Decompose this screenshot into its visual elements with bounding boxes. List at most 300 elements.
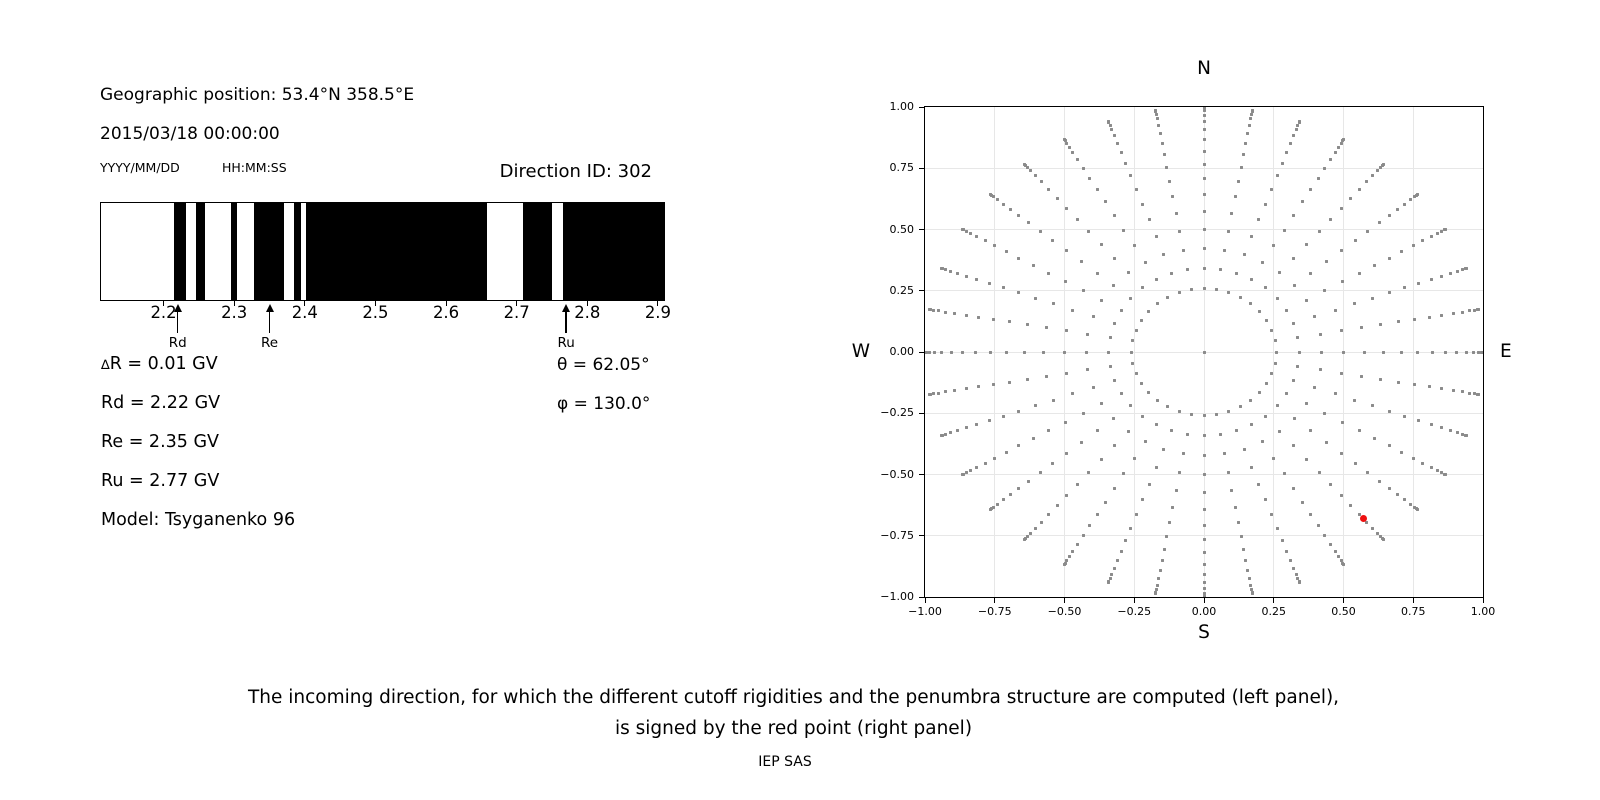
direction-dot	[1275, 351, 1278, 354]
geo-position-label: Geographic position: 53.4°N 358.5°E	[100, 85, 415, 105]
direction-dot	[1068, 146, 1071, 149]
direction-y-tick-label: 0.25	[889, 283, 914, 297]
direction-dot	[1378, 480, 1381, 483]
direction-dot	[1017, 291, 1020, 294]
direction-dot	[1360, 375, 1363, 378]
direction-dot	[1249, 399, 1252, 402]
selected-direction-point	[1360, 515, 1367, 522]
direction-dot	[1144, 440, 1147, 443]
direction-dot	[969, 469, 972, 472]
direction-dot	[1305, 458, 1308, 461]
direction-dot	[1251, 592, 1254, 595]
direction-dot	[1400, 250, 1403, 253]
direction-y-tick	[919, 352, 925, 353]
direction-dot	[1171, 195, 1174, 198]
direction-dot	[1264, 203, 1267, 206]
direction-y-tick	[919, 290, 925, 291]
direction-dot	[1276, 174, 1279, 177]
direction-dot	[1034, 404, 1037, 407]
direction-dot	[1239, 405, 1242, 408]
direction-dot	[1289, 142, 1292, 145]
direction-dot	[1276, 527, 1279, 530]
direction-dot	[1360, 326, 1363, 329]
direction-dot	[1382, 163, 1385, 166]
direction-dot	[1047, 429, 1050, 432]
direction-y-tick-label: −0.75	[880, 528, 914, 542]
direction-dot	[1292, 567, 1295, 570]
direction-dot	[1340, 372, 1343, 375]
direction-dot	[1161, 559, 1164, 562]
direction-dot	[1005, 250, 1008, 253]
direction-dot	[1239, 296, 1242, 299]
penumbra-allowed-band	[196, 203, 204, 300]
direction-dot	[1109, 336, 1112, 339]
direction-dot	[1223, 249, 1226, 252]
direction-y-tick	[919, 107, 925, 108]
direction-dot	[1009, 493, 1012, 496]
direction-dot	[1223, 452, 1226, 455]
direction-dot	[940, 434, 943, 437]
direction-dot	[1088, 177, 1091, 180]
direction-dot	[1323, 289, 1326, 292]
direction-dot	[1008, 381, 1011, 384]
direction-dot	[1296, 336, 1299, 339]
penumbra-x-tick-label: 2.3	[221, 303, 248, 322]
direction-y-tick	[919, 413, 925, 414]
direction-dot	[1120, 550, 1123, 553]
direction-dot	[1264, 498, 1267, 501]
direction-dot	[1265, 382, 1268, 385]
direction-x-tick	[1134, 598, 1135, 603]
grid-line-horizontal	[925, 168, 1483, 169]
direction-dot	[1444, 228, 1447, 231]
direction-dot	[1456, 431, 1459, 434]
direction-dot	[1317, 524, 1320, 527]
direction-dot	[1371, 404, 1374, 407]
direction-dot	[1175, 212, 1178, 215]
datetime-label: 2015/03/18 00:00:00	[100, 124, 280, 144]
direction-dot	[1109, 124, 1112, 127]
direction-dot	[1056, 504, 1059, 507]
cutoff-marker-arrow-stem	[177, 311, 179, 333]
direction-dot	[1449, 272, 1452, 275]
direction-dot	[1342, 138, 1345, 141]
direction-dot	[1203, 267, 1206, 270]
direction-dot	[1472, 351, 1475, 354]
direction-dot	[1388, 257, 1391, 260]
penumbra-plot	[100, 202, 665, 301]
direction-dot	[1430, 278, 1433, 281]
direction-dot	[1235, 429, 1238, 432]
compass-east-label: E	[1500, 341, 1512, 362]
direction-dot	[1002, 498, 1005, 501]
direction-dot	[1032, 264, 1035, 267]
direction-dot	[1113, 379, 1116, 382]
direction-dot	[1261, 261, 1264, 264]
direction-dot	[1040, 521, 1043, 524]
direction-dot	[1376, 169, 1379, 172]
direction-dot	[1468, 392, 1471, 395]
direction-dot	[1026, 323, 1029, 326]
direction-dot	[1461, 311, 1464, 314]
direction-dot	[965, 426, 968, 429]
direction-dot	[1417, 419, 1420, 422]
caption-line-2: is signed by the red point (right panel)	[614, 718, 973, 739]
direction-dot	[1148, 483, 1151, 486]
direction-dot	[1064, 421, 1067, 424]
direction-dot	[1186, 433, 1189, 436]
direction-dot	[1388, 444, 1391, 447]
direction-dot	[1130, 351, 1133, 354]
direction-dot	[1182, 249, 1185, 252]
direction-dot	[1319, 333, 1322, 336]
direction-dot	[1298, 351, 1301, 354]
direction-dot	[1155, 235, 1158, 238]
direction-y-tick-label: 0.00	[889, 345, 914, 358]
direction-dot	[1283, 229, 1286, 232]
direction-dot	[1026, 378, 1029, 381]
direction-dot	[1240, 166, 1243, 169]
direction-dot	[1076, 543, 1079, 546]
direction-x-tick-label: −0.25	[1117, 605, 1152, 618]
penumbra-x-tick-label: 2.9	[644, 303, 672, 322]
direction-x-tick	[925, 598, 926, 603]
direction-dot	[1113, 214, 1116, 217]
direction-y-tick	[919, 168, 925, 169]
direction-dot	[1112, 284, 1115, 287]
direction-dot	[1320, 351, 1323, 354]
direction-dot	[1005, 451, 1008, 454]
penumbra-allowed-band	[174, 203, 186, 300]
direction-dot	[1203, 434, 1206, 437]
direction-dot	[1096, 513, 1099, 516]
direction-dot	[1295, 573, 1298, 576]
direction-dot	[1230, 212, 1233, 215]
direction-dot	[1127, 430, 1130, 433]
direction-dot	[1317, 177, 1320, 180]
direction-dot	[996, 198, 999, 201]
cutoff-marker-arrow-stem	[565, 311, 567, 333]
direction-dot	[1329, 158, 1332, 161]
direction-dot	[1082, 167, 1085, 170]
direction-dot	[1249, 584, 1252, 587]
direction-dot	[1440, 275, 1443, 278]
direction-dot	[1086, 333, 1089, 336]
direction-dot	[1323, 412, 1326, 415]
direction-dot	[924, 351, 927, 354]
direction-dot	[1203, 524, 1206, 527]
direction-dot	[1403, 498, 1406, 501]
direction-dot	[1403, 415, 1406, 418]
direction-dot	[1329, 543, 1332, 546]
direction-dot	[1301, 200, 1304, 203]
direction-dot	[1246, 569, 1249, 572]
direction-y-tick	[919, 474, 925, 475]
direction-dot	[1305, 299, 1308, 302]
direction-dot	[992, 383, 995, 386]
direction-dot	[1353, 302, 1356, 305]
direction-dot	[933, 351, 936, 354]
direction-dot	[1203, 454, 1206, 457]
direction-dot	[1413, 383, 1416, 386]
direction-dot	[1242, 548, 1245, 551]
direction-dot	[1165, 166, 1168, 169]
direction-dot	[1156, 399, 1159, 402]
penumbra-allowed-band	[231, 203, 237, 300]
direction-dot	[1113, 567, 1116, 570]
direction-dot	[1329, 218, 1332, 221]
direction-dot	[1292, 134, 1295, 137]
direction-dot	[1250, 466, 1253, 469]
direction-dot	[1203, 228, 1206, 231]
direction-dot	[1237, 521, 1240, 524]
direction-dot	[1034, 527, 1037, 530]
direction-dot	[1203, 473, 1206, 476]
grid-line-vertical	[1413, 107, 1414, 597]
direction-dot	[956, 272, 959, 275]
direction-dot	[1309, 513, 1312, 516]
direction-dot	[1065, 372, 1068, 375]
direction-dot	[1440, 426, 1443, 429]
direction-dot	[1379, 323, 1382, 326]
direction-dot	[1358, 429, 1361, 432]
direction-dot	[1436, 469, 1439, 472]
direction-dot	[1156, 117, 1159, 120]
direction-dot	[1334, 392, 1337, 395]
direction-dot	[1113, 134, 1116, 137]
direction-dot	[1452, 389, 1455, 392]
direction-dot	[1242, 153, 1245, 156]
direction-dot	[1107, 581, 1110, 584]
direction-dot	[1096, 272, 1099, 275]
direction-dot	[1155, 278, 1158, 281]
direction-dot-center	[1203, 351, 1206, 354]
time-format-label: HH:MM:SS	[222, 160, 287, 175]
direction-dot	[1071, 309, 1074, 312]
direction-dot	[1249, 117, 1252, 120]
direction-dot	[965, 314, 968, 317]
direction-dot	[1285, 550, 1288, 553]
grid-line-horizontal	[925, 290, 1483, 291]
direction-dot	[953, 389, 956, 392]
direction-dot	[1440, 387, 1443, 390]
direction-dot	[1002, 415, 1005, 418]
direction-dot	[1309, 272, 1312, 275]
direction-dot	[1203, 508, 1206, 511]
direction-dot	[1272, 244, 1275, 247]
direction-dot	[1325, 441, 1328, 444]
direction-dot	[1379, 378, 1382, 381]
compass-west-label: W	[851, 341, 870, 362]
direction-dot	[1378, 221, 1381, 224]
direction-dot	[1113, 444, 1116, 447]
direction-dot	[993, 244, 996, 247]
direction-dot	[1482, 351, 1485, 354]
direction-dot	[1178, 471, 1181, 474]
direction-dot	[1289, 559, 1292, 562]
direction-dot	[1257, 218, 1260, 221]
direction-dot	[1298, 581, 1301, 584]
direction-dot	[953, 312, 956, 315]
direction-dot	[1203, 150, 1206, 153]
cutoff-marker-label: Rd	[168, 335, 187, 351]
direction-dot	[1371, 527, 1374, 530]
direction-dot	[1382, 538, 1385, 541]
direction-dot	[1110, 128, 1113, 131]
direction-dot	[1039, 471, 1042, 474]
direction-dot	[984, 239, 987, 242]
direction-dot	[1170, 272, 1173, 275]
direction-dot	[1203, 573, 1206, 576]
direction-dot	[1147, 310, 1150, 313]
direction-dot	[1428, 385, 1431, 388]
direction-dot	[1107, 120, 1110, 123]
direction-dot	[1461, 390, 1464, 393]
direction-dot	[956, 429, 959, 432]
direction-dot	[1281, 539, 1284, 542]
cutoff-marker-label: Re	[260, 335, 279, 351]
direction-dot	[1325, 260, 1328, 263]
direction-dot	[1296, 124, 1299, 127]
direction-dot	[1421, 462, 1424, 465]
direction-dot	[1431, 351, 1434, 354]
direction-dot	[1113, 257, 1116, 260]
direction-x-tick-label: 1.00	[1470, 605, 1496, 618]
direction-dot	[961, 351, 964, 354]
direction-dot	[1219, 433, 1222, 436]
direction-dot	[1292, 257, 1295, 260]
direction-dot	[1047, 272, 1050, 275]
direction-dot	[1353, 399, 1356, 402]
direction-dot	[1417, 282, 1420, 285]
direction-dot	[1416, 193, 1419, 196]
direction-dot	[1129, 404, 1132, 407]
direction-dot	[1203, 287, 1206, 290]
direction-dot	[1292, 444, 1295, 447]
direction-dot	[1246, 132, 1249, 135]
direction-dot	[1250, 235, 1253, 238]
direction-dot	[940, 267, 943, 270]
direction-dot	[1203, 163, 1206, 166]
delta-r-line	[101, 354, 218, 374]
direction-dot	[1292, 487, 1295, 490]
direction-dot	[1017, 257, 1020, 260]
direction-dot	[1319, 368, 1322, 371]
direction-dot	[1071, 392, 1074, 395]
direction-dot	[1178, 230, 1181, 233]
direction-dot	[1171, 506, 1174, 509]
direction-dot	[928, 351, 931, 354]
direction-dot	[1403, 203, 1406, 206]
direction-dot	[1135, 329, 1138, 332]
direction-dot	[1430, 235, 1433, 238]
direction-dot	[1249, 302, 1252, 305]
direction-dot	[1285, 151, 1288, 154]
direction-dot	[1063, 351, 1066, 354]
direction-dot	[1409, 198, 1412, 201]
direction-dot	[1168, 180, 1171, 183]
direction-y-tick-label: −1.00	[880, 590, 914, 603]
direction-dot	[1203, 114, 1206, 117]
re-line: Re = 2.35 GV	[101, 432, 219, 452]
direction-dot	[1397, 320, 1400, 323]
penumbra-allowed-band	[563, 203, 665, 300]
direction-dot	[937, 309, 940, 312]
direction-dot	[1159, 569, 1162, 572]
direction-dot	[1178, 291, 1181, 294]
direction-dot	[1110, 573, 1113, 576]
direction-dot	[1341, 280, 1344, 283]
credit-label: IEP SAS	[758, 754, 812, 770]
direction-dot	[1298, 120, 1301, 123]
direction-dot	[1258, 391, 1261, 394]
direction-x-tick-label: −0.75	[977, 605, 1012, 618]
direction-dot	[1219, 268, 1222, 271]
direction-dot	[1244, 559, 1247, 562]
direction-dot	[928, 308, 931, 311]
direction-dot	[989, 193, 992, 196]
direction-dot	[1337, 555, 1340, 558]
direction-dot	[1166, 405, 1169, 408]
direction-dot	[1182, 452, 1185, 455]
direction-dot	[1396, 208, 1399, 211]
direction-dot	[1452, 312, 1455, 315]
direction-dot	[1340, 494, 1343, 497]
direction-dot	[1409, 503, 1412, 506]
direction-dot	[975, 466, 978, 469]
direction-dot	[1124, 162, 1127, 165]
direction-dot	[1257, 483, 1260, 486]
direction-dot	[1154, 109, 1157, 112]
direction-dot	[1162, 253, 1165, 256]
direction-dot	[1029, 169, 1032, 172]
direction-dot	[1155, 113, 1158, 116]
penumbra-allowed-band	[294, 203, 301, 300]
direction-dot	[1456, 270, 1459, 273]
direction-dot	[1227, 410, 1230, 413]
direction-dot	[1227, 291, 1230, 294]
direction-dot	[1293, 284, 1296, 287]
direction-dot	[1341, 421, 1344, 424]
direction-dot	[1047, 188, 1050, 191]
direction-dot	[1017, 214, 1020, 217]
penumbra-x-tick-label: 2.4	[291, 303, 318, 322]
direction-dot	[1161, 142, 1164, 145]
direction-dot	[1096, 429, 1099, 432]
direction-dot	[1313, 315, 1316, 318]
direction-dot	[1116, 142, 1119, 145]
direction-dot	[977, 316, 980, 319]
direction-dot	[1403, 286, 1406, 289]
direction-dot	[1388, 487, 1391, 490]
direction-dot	[1163, 548, 1166, 551]
direction-dot	[1203, 210, 1206, 213]
direction-y-tick	[919, 535, 925, 536]
direction-dot	[1154, 592, 1157, 595]
direction-dot	[1430, 466, 1433, 469]
direction-dot	[1039, 230, 1042, 233]
date-format-label: YYYY/MM/DD	[100, 160, 180, 175]
direction-y-tick	[919, 597, 925, 598]
direction-dot	[965, 275, 968, 278]
ru-line: Ru = 2.77 GV	[101, 471, 220, 491]
direction-x-tick	[1413, 598, 1414, 603]
penumbra-allowed-band	[306, 203, 488, 300]
direction-dot	[1168, 521, 1171, 524]
direction-dot	[1056, 197, 1059, 200]
direction-dot	[1376, 532, 1379, 535]
direction-dot	[1120, 151, 1123, 154]
